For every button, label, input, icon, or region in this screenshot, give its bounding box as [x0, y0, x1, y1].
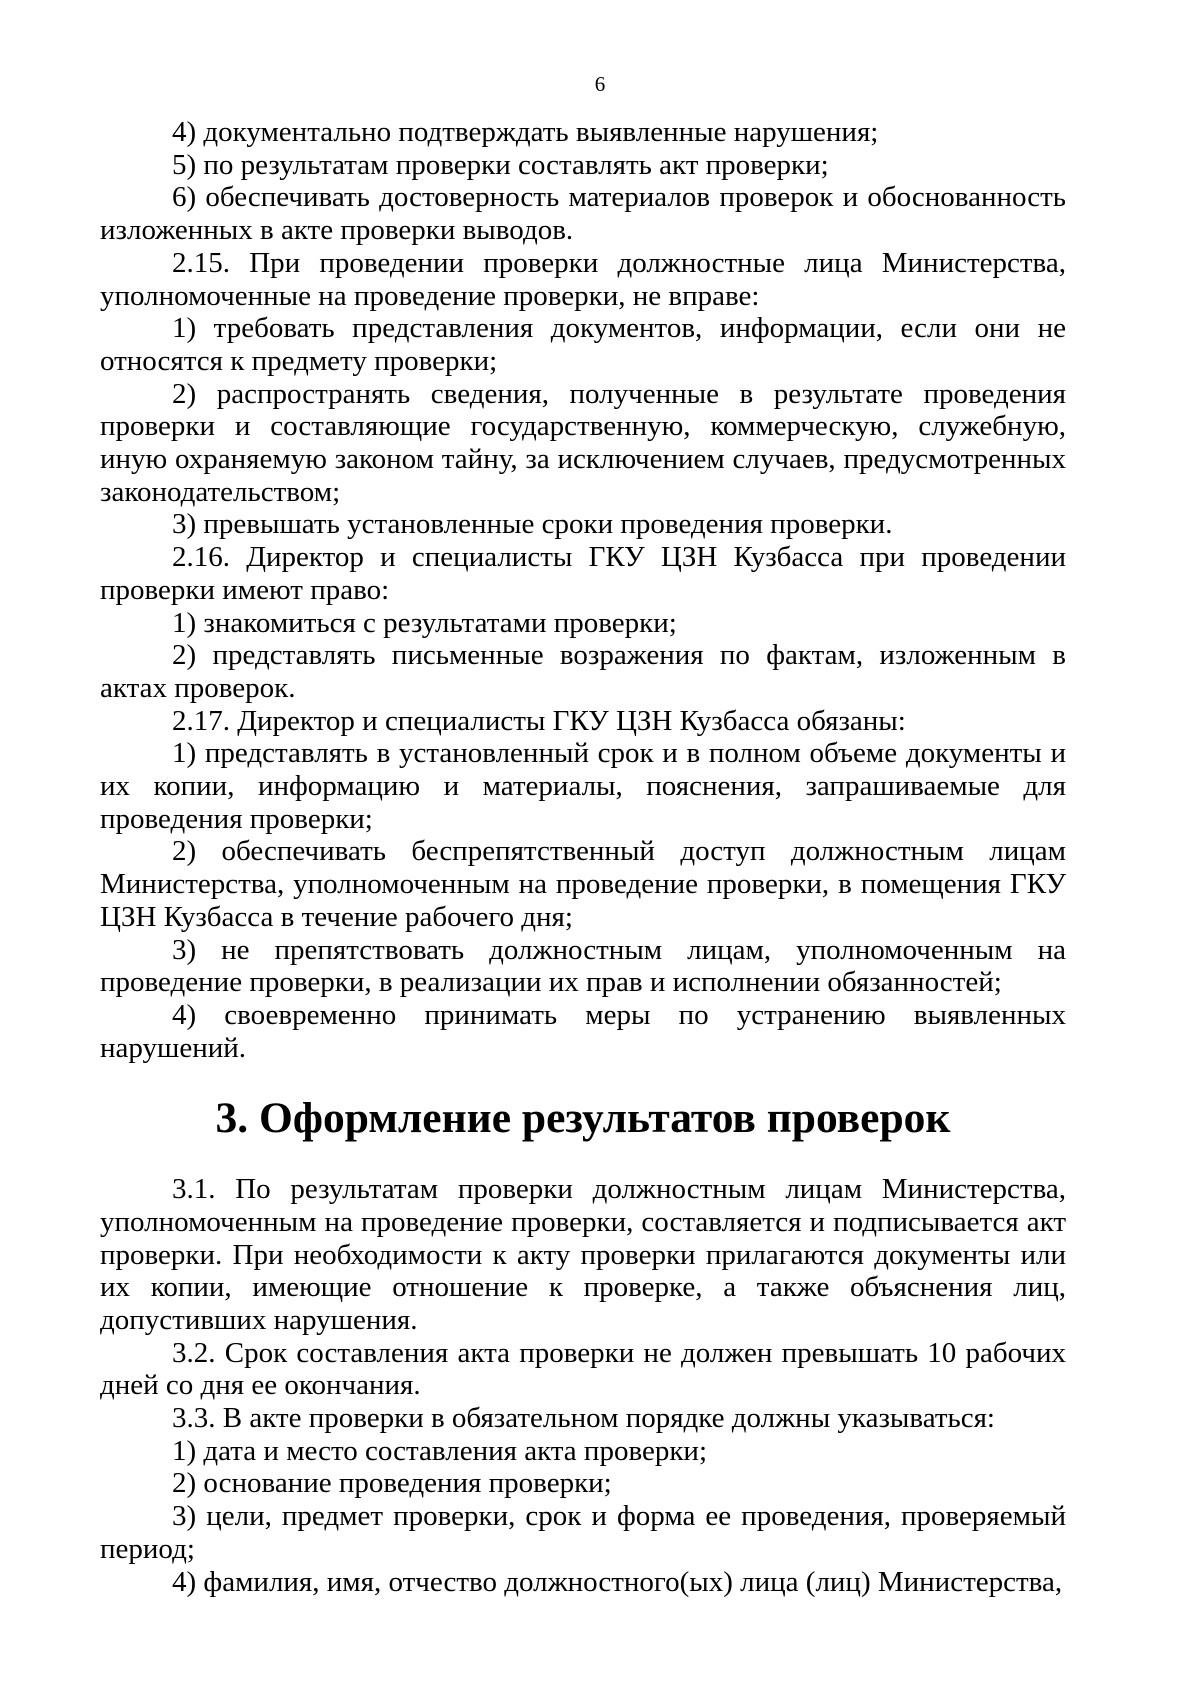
paragraph: 3.3. В акте проверки в обязательном порядке должны указываться:	[172, 1402, 995, 1435]
paragraph: 3.2. Срок составления акта проверки не должен превышать 10 рабочих дней со дня ее окончания.	[100, 1336, 1066, 1402]
paragraph: 3) превышать установленные сроки проведения проверки.	[172, 508, 893, 541]
document-body	[100, 116, 1066, 1598]
paragraph: 4) своевременно принимать меры по устранению выявленных нарушений.	[100, 998, 1066, 1064]
paragraph: 2) обеспечивать беспрепятственный доступ должностным лицам Министерства, уполномоченным на проведение проверки, в помещения ГКУ ЦЗН Кузбасса в течение рабочего дня;	[100, 835, 1066, 933]
paragraph: 3.1. По результатам проверки должностным лицам Министерства, уполномоченным на проведение проверки, составляется и подписывается акт проверки. При необходимости к акту проверки прилагаются документы или их копии, имеющие отношение к проверке, а также объяснения лиц, допустивших нарушения.	[100, 1173, 1066, 1336]
paragraph: 2) распространять сведения, полученные в результате проведения проверки и составляющие государственную, коммерческую, служебную, иную охраняемую законом тайну, за исключением случаев, предусмотренных законодательством;	[100, 377, 1066, 508]
paragraph: 3) цели, предмет проверки, срок и форма ее проведения, проверяемый период;	[100, 1500, 1066, 1565]
paragraph: 5) по результатам проверки составлять акт проверки;	[172, 148, 829, 181]
paragraph: 4) фамилия, имя, отчество должностного(ых) лица (лиц) Министерства,	[172, 1565, 1063, 1598]
paragraph: 1) знакомиться с результатами проверки;	[172, 606, 677, 639]
paragraph: 4) документально подтверждать выявленные нарушения;	[172, 116, 879, 148]
paragraph: 2) представлять письменные возражения по фактам, изложенным в актах проверок.	[100, 639, 1066, 704]
paragraph: 1) представлять в установленный срок и в полном объеме документы и их копии, информацию и материалы, пояснения, запрашиваемые для проведения проверки;	[100, 737, 1066, 835]
paragraph: 2.17. Директор и специалисты ГКУ ЦЗН Кузбасса обязаны:	[172, 704, 906, 737]
section-heading: 3. Оформление результатов проверок	[215, 1094, 951, 1143]
paragraph: 1) дата и место составления акта проверки;	[172, 1434, 708, 1467]
paragraph: 2) основание проведения проверки;	[172, 1467, 612, 1500]
paragraph: 6) обеспечивать достоверность материалов проверок и обоснованность изложенных в акте проверки выводов.	[100, 181, 1066, 247]
paragraph: 2.15. При проведении проверки должностные лица Министерства, уполномоченные на проведение проверки, не вправе:	[100, 246, 1066, 312]
paragraph: 1) требовать представления документов, информации, если они не относятся к предмету проверки;	[100, 312, 1066, 377]
page-number: 6	[594, 72, 606, 96]
paragraph: 3) не препятствовать должностным лицам, уполномоченным на проведение проверки, в реализации их прав и исполнении обязанностей;	[100, 933, 1066, 999]
paragraph: 2.16. Директор и специалисты ГКУ ЦЗН Кузбасса при проведении проверки имеют право:	[100, 541, 1066, 606]
